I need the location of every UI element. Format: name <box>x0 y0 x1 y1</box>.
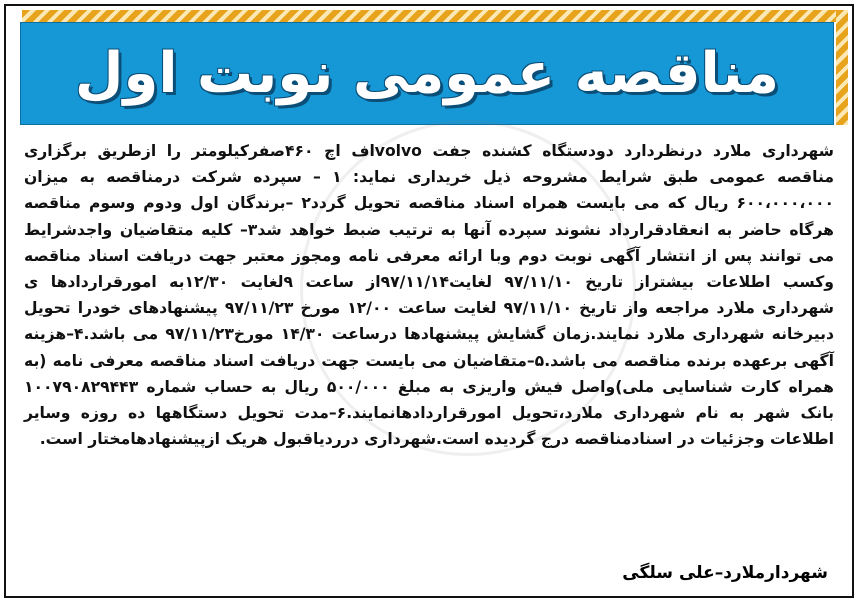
notice-title: مناقصه عمومی نوبت اول <box>74 40 780 106</box>
signature: شهردارملارد–علی سلگی <box>622 563 828 583</box>
notice-body <box>24 138 834 452</box>
title-banner <box>20 22 834 125</box>
decorative-stripe-top <box>22 10 842 22</box>
notice-paragraph: شهرداری ملارد درنظردارد دودستگاه کشنده جفت volvoاف اچ ۴۶۰صفرکیلومتر را ازطریق برگزاری مناقصه عمومی طبق شرایط مشروحه ذیل خریداری نماید: ۱ – سپرده شرکت درمناقصه به میزان ۶۰۰،۰۰۰،۰۰۰ ریال که می بایست همراه اسناد مناقصه تحویل گردد۲ –برندگان اول ودوم وسوم مناقصه هرگاه حاضر به انعقادقرارداد نشوند سپرده آنها به ترتیب ضبط خواهد شد۳– کلیه متقاضیان واجدشرایط می توانند پس از انتشار آگهی نوبت دوم وبا ارائه معرفی نامه ومجوز معتبر جهت دریافت اسناد مناقصه وکسب اطلاعات بیشتراز تاریخ ۹۷/۱۱/۱۰ لغایت۹۷/۱۱/۱۴از ساعت ۹لغایت ۱۲/۳۰به امورقراردادها ی شهرداری ملارد مراجعه واز تاریخ ۹۷/۱۱/۱۰ لغایت ساعت ۱۲/۰۰ مورخ ۹۷/۱۱/۲۳ پیشنهادهای خودرا تحویل دبیرخانه شهرداری ملارد نمایند.زمان گشایش پیشنهادها درساعت ۱۴/۳۰ مورخ۹۷/۱۱/۲۳ می باشد.۴–هزینه آگهی برعهده برنده مناقصه می باشد.۵–متقاضیان می بایست جهت دریافت اسناد مناقصه معرفی نامه (به همراه کارت شناسایی ملی)واصل فیش واریزی به مبلغ ۵۰۰/۰۰۰ ریال به حساب شماره ۱۰۰۷۹۰۸۲۹۴۴۳ بانک شهر به نام شهرداری ملارد،تحویل امورقراردادهانمایند.۶–مدت تحویل دستگاهها ده روزه وسایر اطلاعات وجزئیات در اسنادمناقصه درج گردیده است.شهرداری درردیاقبول هریک ازپیشنهادهامختار است. <box>24 142 834 449</box>
decorative-stripe-right <box>836 10 848 125</box>
